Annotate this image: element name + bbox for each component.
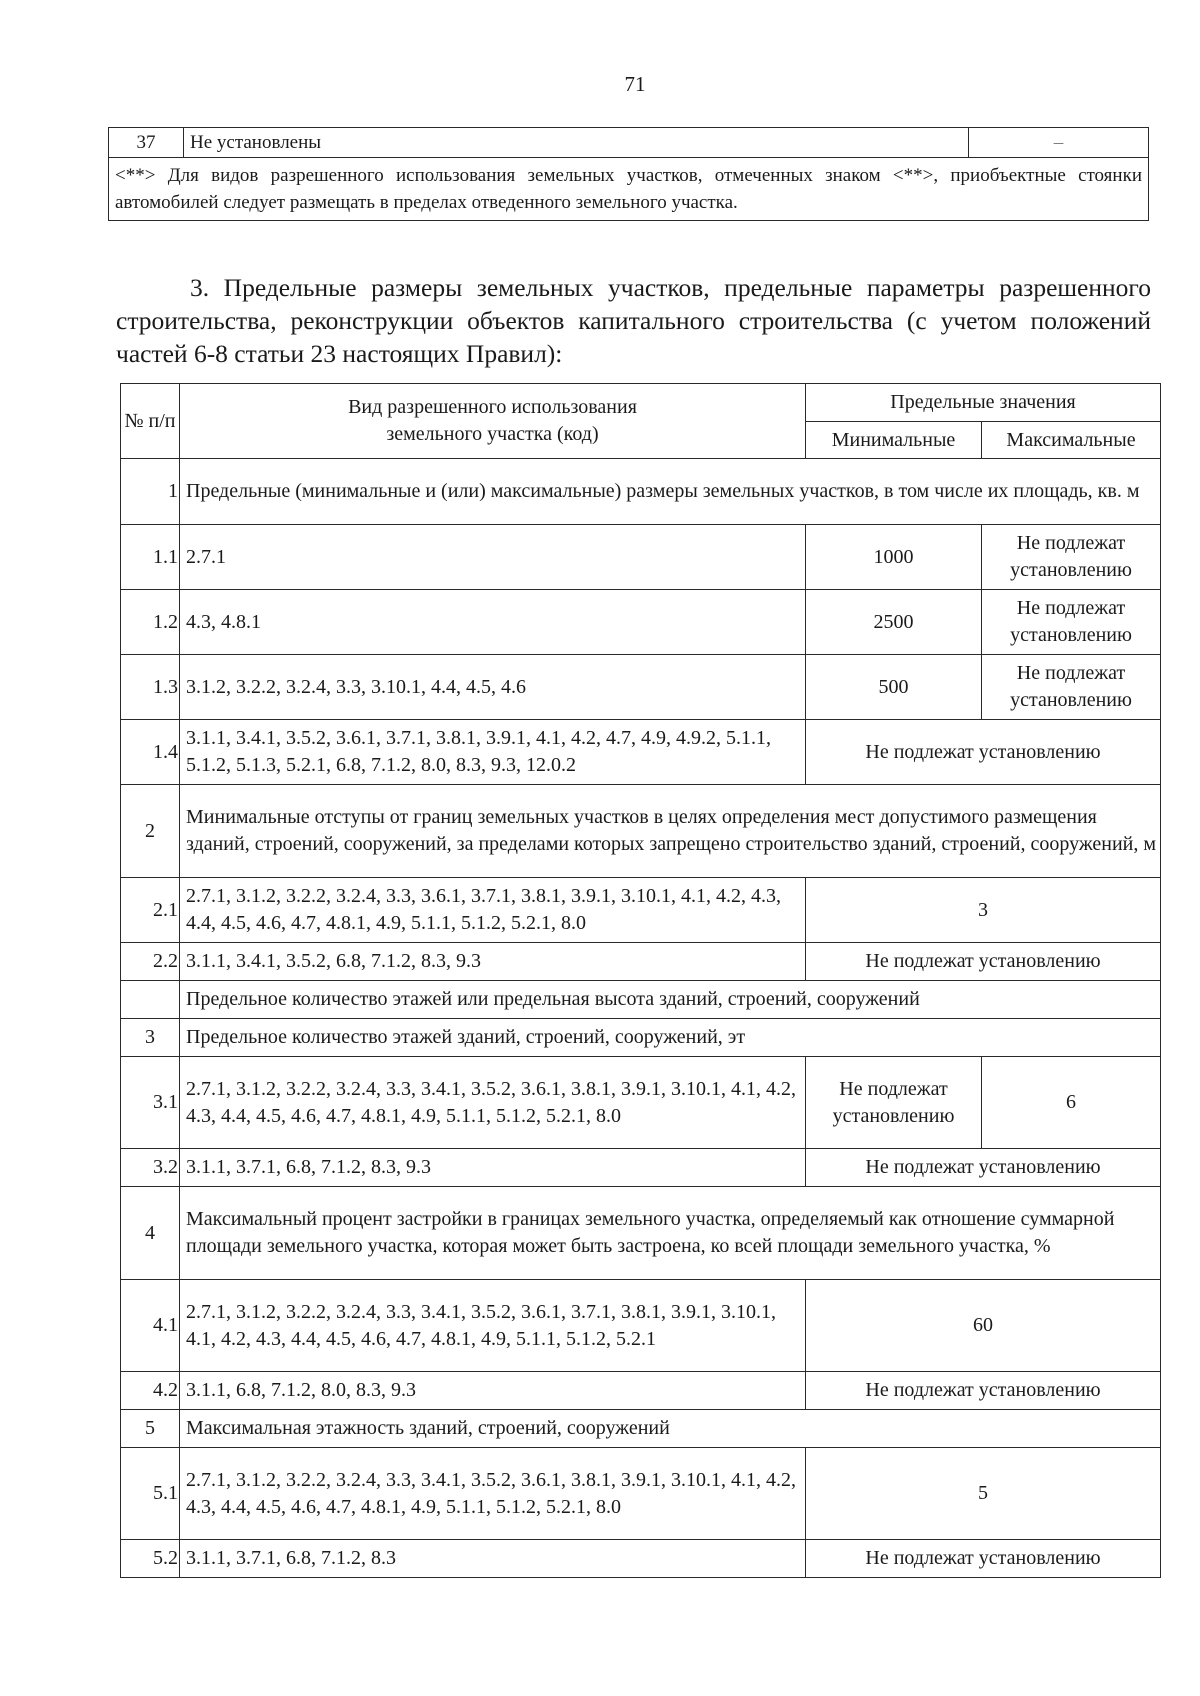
row-value: 3 [806, 878, 1161, 943]
row-codes: 3.1.1, 6.8, 7.1.2, 8.0, 8.3, 9.3 [180, 1372, 806, 1410]
row-value: Не подлежат установлению [806, 943, 1161, 981]
table-row [121, 1372, 1161, 1410]
page-number: 71 [624, 72, 646, 96]
row-codes: 3.1.2, 3.2.2, 3.2.4, 3.3, 3.10.1, 4.4, 4.5, 4.6 [180, 655, 806, 720]
row-number: 37 [109, 128, 184, 158]
table-row [121, 720, 1161, 785]
table-row [121, 525, 1161, 590]
row-number: 5.2 [121, 1540, 180, 1578]
table-row [121, 1187, 1161, 1280]
header-max: Максимальные [982, 422, 1161, 459]
table-row [121, 1057, 1161, 1149]
row-value: Не подлежат установлению [806, 1540, 1161, 1578]
row-text: Максимальная этажность зданий, строений, сооружений [180, 1410, 1161, 1448]
limits-table [120, 383, 1161, 1578]
header-row [121, 384, 1161, 422]
table-row [121, 785, 1161, 878]
row-number: 3 [121, 1019, 180, 1057]
table-row [121, 943, 1161, 981]
row-value: Не подлежат установлению [806, 720, 1161, 785]
table-row [121, 655, 1161, 720]
row-value: – [969, 128, 1149, 158]
row-number [121, 981, 180, 1019]
table-row [121, 981, 1161, 1019]
table-row [121, 1540, 1161, 1578]
row-codes: 2.7.1, 3.1.2, 3.2.2, 3.2.4, 3.3, 3.6.1, 3.7.1, 3.8.1, 3.9.1, 3.10.1, 4.1, 4.2, 4.3, 4.4, 4.5, 4.6, 4.7, 4.8.1, 4.9, 5.1.1, 5.1.2, 5.2.1, 8.0 [180, 878, 806, 943]
row-codes: 2.7.1, 3.1.2, 3.2.2, 3.2.4, 3.3, 3.4.1, 3.5.2, 3.6.1, 3.8.1, 3.9.1, 3.10.1, 4.1, 4.2, 4.3, 4.4, 4.5, 4.6, 4.7, 4.8.1, 4.9, 5.1.1, 5.1.2, 5.2.1, 8.0 [180, 1057, 806, 1149]
row-value: 60 [806, 1280, 1161, 1372]
row-number: 1.2 [121, 590, 180, 655]
row-codes: 2.7.1, 3.1.2, 3.2.2, 3.2.4, 3.3, 3.4.1, 3.5.2, 3.6.1, 3.8.1, 3.9.1, 3.10.1, 4.1, 4.2, 4.3, 4.4, 4.5, 4.6, 4.7, 4.8.1, 4.9, 5.1.1, 5.1.2, 5.2.1, 8.0 [180, 1448, 806, 1540]
table-row [109, 128, 1149, 158]
row-number: 1 [121, 459, 180, 525]
table-row [121, 459, 1161, 525]
row-text: Предельное количество этажей зданий, строений, сооружений, эт [180, 1019, 1161, 1057]
table-row [121, 1149, 1161, 1187]
row-number: 4 [121, 1187, 180, 1280]
footnote: <**> Для видов разрешенного использования земельных участков, отмеченных знаком <**>, приобъектные стоянки автомобилей следует размещать в пределах отведенного земельного участка. [109, 158, 1149, 221]
row-min: 2500 [806, 590, 982, 655]
row-min: 500 [806, 655, 982, 720]
table-row [109, 158, 1149, 221]
row-number: 3.2 [121, 1149, 180, 1187]
row-max: Не подлежат установлению [982, 655, 1161, 720]
top-table [108, 127, 1149, 221]
row-number: 4.1 [121, 1280, 180, 1372]
row-number: 5.1 [121, 1448, 180, 1540]
header-num: № п/п [121, 384, 180, 459]
row-number: 2.1 [121, 878, 180, 943]
row-number: 1.3 [121, 655, 180, 720]
table-row [121, 1280, 1161, 1372]
table-row [121, 590, 1161, 655]
row-value: Не подлежат установлению [806, 1149, 1161, 1187]
section-heading: 3. Предельные размеры земельных участков, предельные параметры разрешенного строительства, реконструкции объектов капитального строительства (с учетом положений частей 6-8 статьи 23 настоящих Правил): [116, 273, 1151, 368]
row-max: Не подлежат установлению [982, 525, 1161, 590]
row-text: Предельное количество этажей или предельная высота зданий, строений, сооружений [180, 981, 1161, 1019]
header-min: Минимальные [806, 422, 982, 459]
row-codes: 3.1.1, 3.7.1, 6.8, 7.1.2, 8.3, 9.3 [180, 1149, 806, 1187]
row-codes: 3.1.1, 3.7.1, 6.8, 7.1.2, 8.3 [180, 1540, 806, 1578]
row-min: 1000 [806, 525, 982, 590]
row-number: 1.1 [121, 525, 180, 590]
row-text: Предельные (минимальные и (или) максимальные) размеры земельных участков, в том числе их площадь, кв. м [180, 459, 1161, 525]
row-value: 5 [806, 1448, 1161, 1540]
row-codes: 2.7.1, 3.1.2, 3.2.2, 3.2.4, 3.3, 3.4.1, 3.5.2, 3.6.1, 3.7.1, 3.8.1, 3.9.1, 3.10.1, 4.1, 4.2, 4.3, 4.4, 4.5, 4.6, 4.7, 4.8.1, 4.9, 5.1.1, 5.1.2, 5.2.1 [180, 1280, 806, 1372]
row-number: 1.4 [121, 720, 180, 785]
row-number: 5 [121, 1410, 180, 1448]
row-codes: 3.1.1, 3.4.1, 3.5.2, 3.6.1, 3.7.1, 3.8.1, 3.9.1, 4.1, 4.2, 4.7, 4.9, 4.9.2, 5.1.1, 5.1.2, 5.1.3, 5.2.1, 6.8, 7.1.2, 8.0, 8.3, 9.3, 12.0.2 [180, 720, 806, 785]
row-number: 3.1 [121, 1057, 180, 1149]
table-row [121, 1410, 1161, 1448]
row-number: 4.2 [121, 1372, 180, 1410]
row-number: 2.2 [121, 943, 180, 981]
row-codes: 4.3, 4.8.1 [180, 590, 806, 655]
row-number: 2 [121, 785, 180, 878]
row-text: Минимальные отступы от границ земельных участков в целях определения мест допустимого размещения зданий, строений, сооружений, за пределами которых запрещено строительство зданий, строений, сооружений, м [180, 785, 1161, 878]
row-max: 6 [982, 1057, 1161, 1149]
header-limits: Предельные значения [806, 384, 1161, 422]
row-max: Не подлежат установлению [982, 590, 1161, 655]
row-value: Не подлежат установлению [806, 1372, 1161, 1410]
header-kind: Вид разрешенного использования земельного участка (код) [180, 384, 806, 459]
row-codes: 3.1.1, 3.4.1, 3.5.2, 6.8, 7.1.2, 8.3, 9.3 [180, 943, 806, 981]
row-text: Максимальный процент застройки в границах земельного участка, определяемый как отношение суммарной площади земельного участка, которая может быть застроена, ко всей площади земельного участка, % [180, 1187, 1161, 1280]
row-codes: 2.7.1 [180, 525, 806, 590]
row-name: Не установлены [184, 128, 969, 158]
table-row [121, 878, 1161, 943]
table-row [121, 1448, 1161, 1540]
table-row [121, 1019, 1161, 1057]
row-min: Не подлежат установлению [806, 1057, 982, 1149]
